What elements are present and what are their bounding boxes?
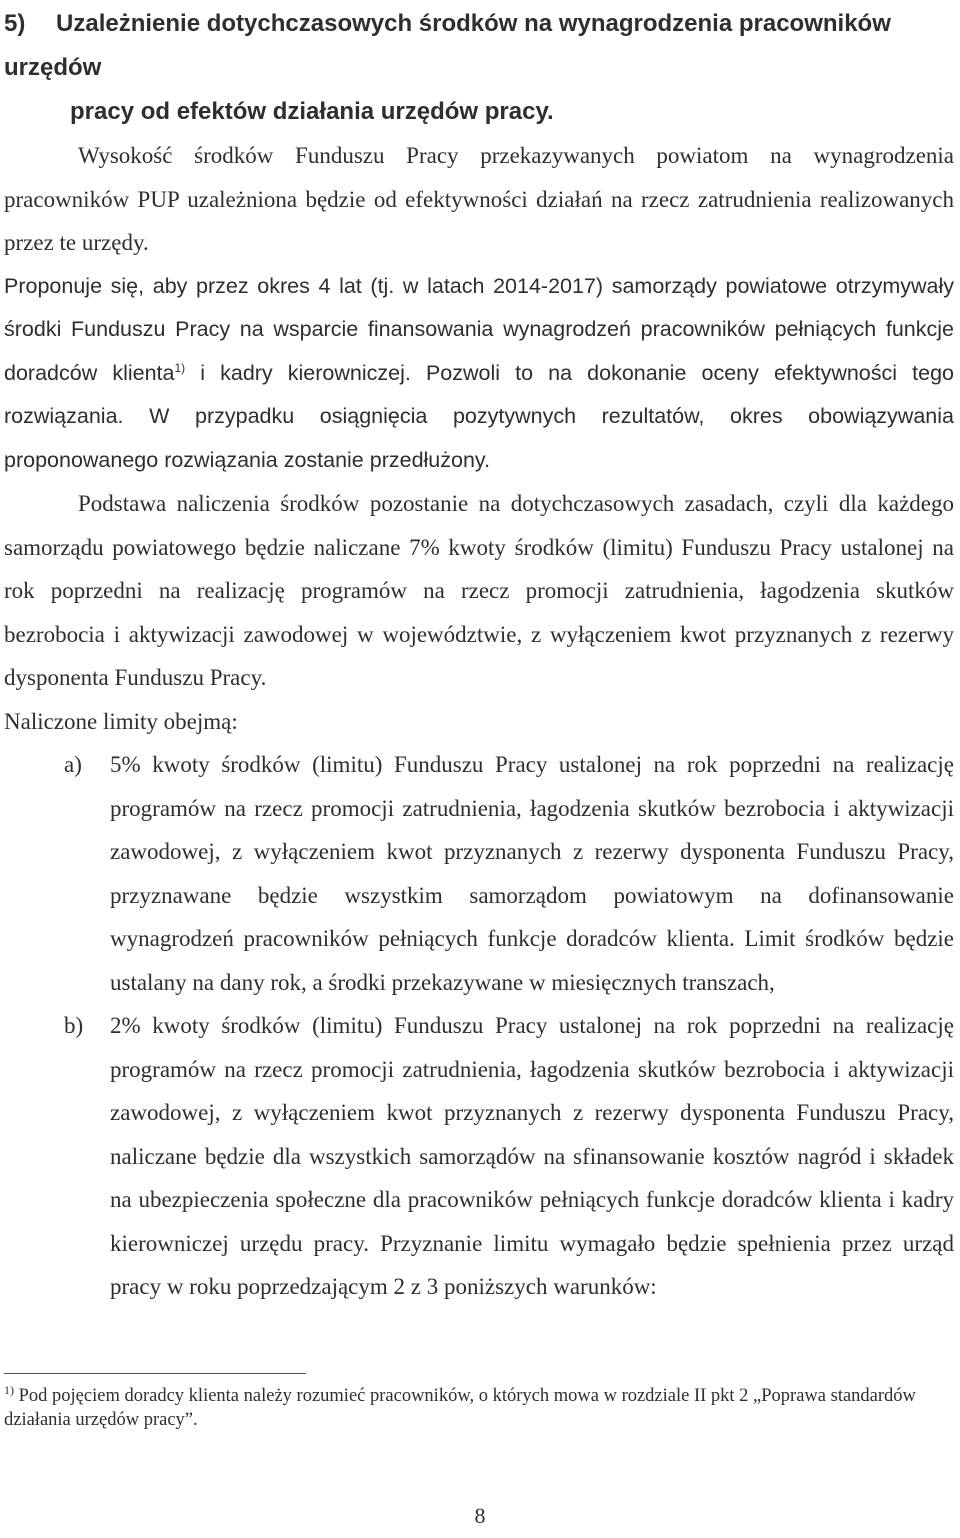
paragraph-3: Podstawa naliczenia środków pozostanie na dotychczasowych zasadach, czyli dla każdego samorządu powiatowego będzie naliczane 7% kwoty środków (limitu) Funduszu Pracy ustalonej na rok poprzedni na realizację programów na rzecz promocji zatrudnienia, łagodzenia skutków bezrobocia i aktywizacji zawodowej w województwie, z wyłączeniem kwot przyznanych z rezerwy dysponenta Funduszu Pracy. <box>4 491 954 690</box>
footnote-text: Pod pojęciem doradcy klienta należy rozumieć pracowników, o których mowa w rozdziale II pkt 2 „Poprawa standardów działania urzędów pracy”. <box>4 1386 916 1430</box>
section-number: 5) <box>4 10 26 37</box>
page-number: 8 <box>474 1503 486 1528</box>
footnote <box>4 1384 954 1432</box>
list-item-marker: b) <box>64 1013 84 1038</box>
list-item <box>4 743 954 1004</box>
list-item <box>4 1004 954 1309</box>
document-page <box>4 0 954 1309</box>
section-title-line2: pracy od efektów działania urzędów pracy. <box>70 98 554 125</box>
list-intro: Naliczone limity obejmą: <box>4 708 238 734</box>
section-title-line1: Uzależnienie dotychczasowych środków na wynagrodzenia pracowników urzędów <box>4 10 891 81</box>
section-heading <box>4 2 954 134</box>
footnote-marker: 1) <box>4 1382 14 1397</box>
paragraph-2 <box>4 265 954 483</box>
paragraph-1: Wysokość środków Funduszu Pracy przekazywanych powiatom na wynagrodzenia pracowników PUP uzależniona będzie od efektywności działań na rzecz zatrudnienia realizowanych przez te urzędy. <box>4 143 954 255</box>
list-item-text: 2% kwoty środków (limitu) Funduszu Pracy ustalonej na rok poprzedni na realizację programów na rzecz promocji zatrudnienia, łagodzenia skutków bezrobocia i aktywizacji zawodowej, z wyłączeniem kwot przyznanych z rezerwy dysponenta Funduszu Pracy, naliczane będzie dla wszystkich samorządów na sfinansowanie kosztów nagród i składek na ubezpieczenia społeczne dla pracowników pełniących funkcje doradców klienta i kadry kierowniczej urzędu pracy. Przyznanie limitu wymagało będzie spełnienia przez urząd pracy w roku poprzedzającym 2 z 3 poniższych warunków: <box>110 1013 954 1299</box>
footnote-reference: 1) <box>174 360 186 375</box>
limits-list <box>4 743 954 1309</box>
list-item-text: 5% kwoty środków (limitu) Funduszu Pracy ustalonej na rok poprzedni na realizację programów na rzecz promocji zatrudnienia, łagodzenia skutków bezrobocia i aktywizacji zawodowej, z wyłączeniem kwot przyznanych z rezerwy dysponenta Funduszu Pracy, przyznawane będzie wszystkim samorządom powiatowym na dofinansowanie wynagrodzeń pracowników pełniących funkcje doradców klienta. Limit środków będzie ustalany na dany rok, a środki przekazywane w miesięcznych transzach, <box>110 752 954 995</box>
list-item-marker: a) <box>64 752 82 777</box>
paragraph-2-text: Proponuje się, aby przez okres 4 lat (tj. w latach 2014-2017) samorządy powiatowe otrzymywały środki Funduszu Pracy na wsparcie finansowania wynagrodzeń pracowników pełniących funkcje doradców klienta <box>4 273 954 385</box>
footnote-separator <box>4 1373 306 1374</box>
paragraph-2-text-cont: i kadry kierowniczej. Pozwoli to na dokonanie oceny efektywności tego rozwiązania. W przypadku osiągnięcia pozytywnych rezultatów, okres obowiązywania proponowanego rozwiązania zostanie przedłużony. <box>4 360 954 472</box>
